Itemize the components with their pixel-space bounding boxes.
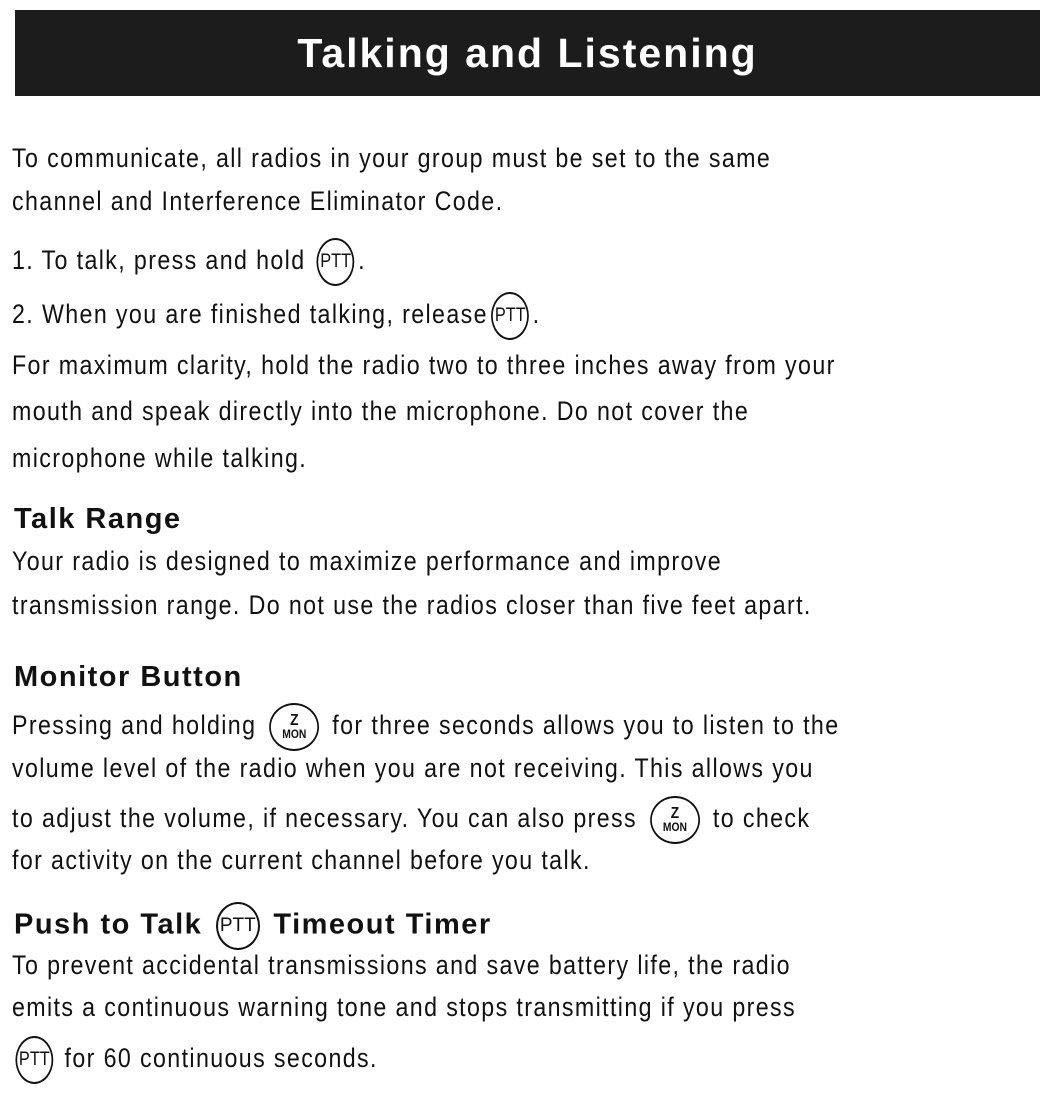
monitor-line-3-start: to adjust the volume, if necessary. You can also press bbox=[12, 803, 638, 834]
timeout-line-3 bbox=[12, 1036, 378, 1084]
title-banner bbox=[15, 10, 1040, 96]
ptt-button-icon: PTT bbox=[15, 1036, 53, 1084]
monitor-button-icon bbox=[650, 796, 700, 844]
step-1 bbox=[12, 238, 366, 286]
talk-range-line-1: Your radio is designed to maximize performance and improve bbox=[12, 546, 723, 576]
talk-range-heading: Talk Range bbox=[14, 503, 182, 535]
ptt-button-icon: PTT bbox=[491, 292, 529, 340]
monitor-icon-label: MON bbox=[662, 820, 688, 834]
timeout-line-2: emits a continuous warning tone and stops transmitting if you press bbox=[12, 992, 796, 1022]
monitor-line-2: volume level of the radio when you are not receiving. This allows you bbox=[12, 753, 814, 783]
intro-line-1: To communicate, all radios in your group must be set to the same bbox=[12, 143, 772, 173]
monitor-line-3-end: to check bbox=[712, 803, 811, 834]
intro-line-2: channel and Interference Eliminator Code. bbox=[12, 186, 504, 216]
monitor-icon-label: MON bbox=[282, 727, 307, 741]
clarity-line-3: microphone while talking. bbox=[12, 443, 308, 473]
monitor-line-1-start: Pressing and holding bbox=[12, 710, 257, 741]
page-title: Talking and Listening bbox=[297, 29, 758, 76]
timeout-line-3-text: for 60 continuous seconds. bbox=[64, 1043, 378, 1074]
clarity-line-2: mouth and speak directly into the microphone. Do not cover the bbox=[12, 396, 750, 426]
monitor-line-1-end: for three seconds allows you to listen to the bbox=[332, 710, 840, 741]
monitor-symbol: Z bbox=[670, 805, 680, 822]
timeout-heading bbox=[14, 902, 492, 950]
monitor-line-1 bbox=[12, 703, 839, 751]
monitor-line-4: for activity on the current channel before you talk. bbox=[12, 845, 591, 875]
monitor-symbol: Z bbox=[290, 712, 299, 729]
step-2-text: 2. When you are finished talking, release bbox=[12, 299, 488, 330]
ptt-button-icon: PTT bbox=[216, 902, 260, 950]
clarity-line-1: For maximum clarity, hold the radio two to three inches away from your bbox=[12, 350, 836, 380]
timeout-heading-end: Timeout Timer bbox=[273, 908, 492, 941]
ptt-button-icon: PTT bbox=[317, 238, 355, 286]
step-1-end: . bbox=[358, 245, 366, 276]
monitor-heading: Monitor Button bbox=[14, 661, 243, 693]
monitor-button-icon bbox=[269, 703, 319, 751]
step-2-end: . bbox=[532, 299, 541, 330]
timeout-heading-start: Push to Talk bbox=[14, 908, 203, 941]
step-1-text: 1. To talk, press and hold bbox=[12, 245, 306, 276]
step-2 bbox=[12, 292, 540, 340]
timeout-line-1: To prevent accidental transmissions and save battery life, the radio bbox=[12, 950, 791, 980]
talk-range-line-2: transmission range. Do not use the radios closer than five feet apart. bbox=[12, 590, 812, 620]
monitor-line-3 bbox=[12, 796, 810, 844]
